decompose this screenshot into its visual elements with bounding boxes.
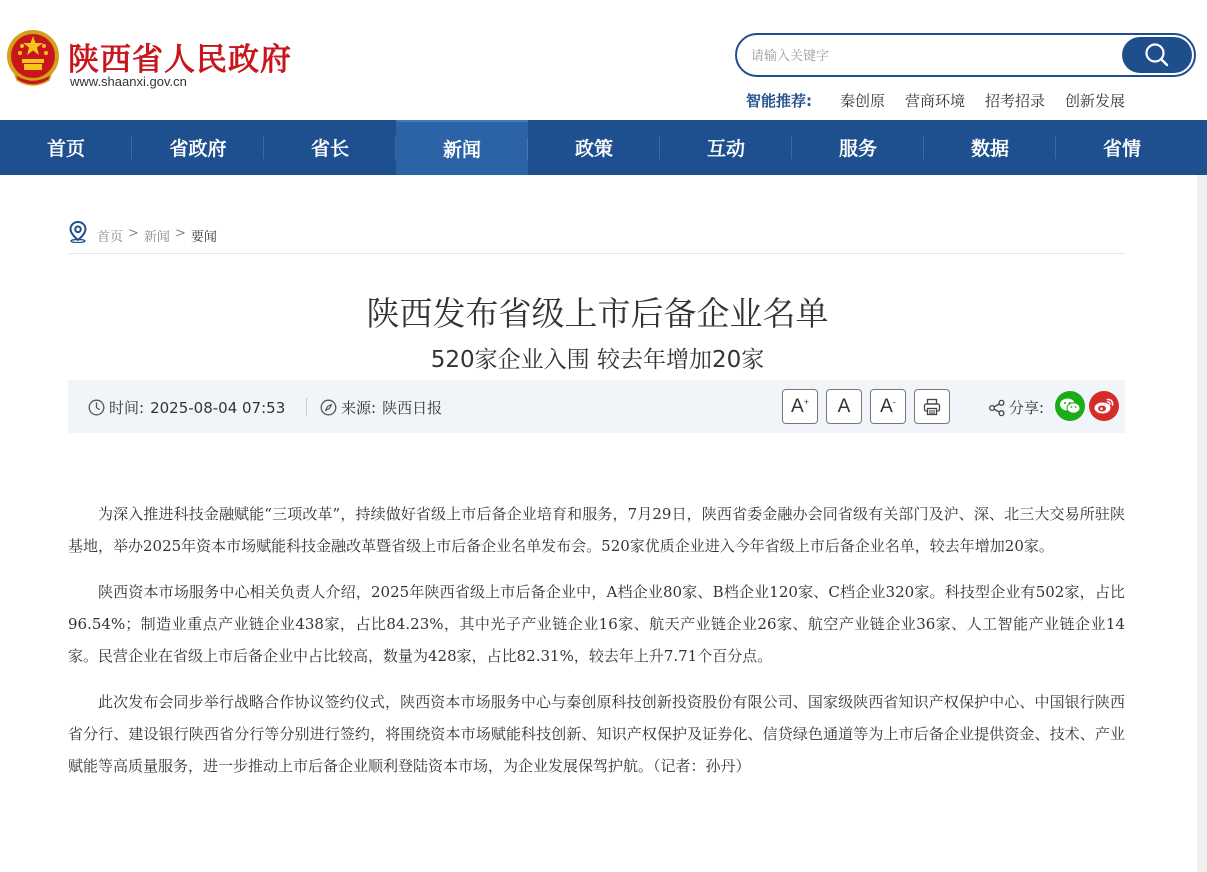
article-subtitle: 520家企业入围 较去年增加20家 xyxy=(430,347,765,373)
time-label: 时间: xyxy=(109,399,145,417)
article-source xyxy=(320,397,442,418)
font-large-mark: + xyxy=(803,396,809,407)
smart-rec-label: 智能推荐: xyxy=(746,92,812,110)
nav-item-governor[interactable]: 省长 xyxy=(264,120,396,175)
print-button[interactable] xyxy=(914,389,950,424)
font-small-label: A xyxy=(880,395,893,417)
share-label: 分享: xyxy=(1009,399,1045,417)
font-size-increase-button[interactable] xyxy=(782,389,818,424)
smart-link-qinchuangyuan[interactable]: 秦创原 xyxy=(840,92,886,110)
printer-icon xyxy=(923,398,941,416)
share-wechat-button[interactable] xyxy=(1055,391,1085,421)
site-name[interactable]: 陕西省人民政府 xyxy=(68,42,292,78)
breadcrumb-separator: > xyxy=(174,226,186,241)
site-url: www.shaanxi.gov.cn xyxy=(70,74,187,89)
nav-item-data[interactable]: 数据 xyxy=(924,120,1056,175)
page-scrollbar[interactable] xyxy=(1197,175,1207,872)
national-emblem-icon[interactable] xyxy=(5,28,61,88)
font-size-normal-button[interactable] xyxy=(826,389,862,424)
font-normal-label: A xyxy=(837,395,851,417)
source-label: 来源: xyxy=(341,399,377,417)
search-icon xyxy=(1144,42,1170,68)
article-info-bar xyxy=(68,380,1125,433)
breadcrumb-separator: > xyxy=(128,226,139,241)
nav-item-policy[interactable]: 政策 xyxy=(528,120,660,175)
clock-icon xyxy=(88,399,105,416)
article-paragraph: 为深入推进科技金融赋能“三项改革”，持续做好省级上市后备企业培育和服务，7月29日，陕西省委金融办会同省级有关部门及沪、深、北三大交易所驻陕基地，举办2025年资本市场赋能科技金融改革暨省级上市后备企业名单发布会。520家优质企业进入今年省级上市后备企业名单，较去年增加20家。 xyxy=(68,505,1125,555)
nav-item-services[interactable]: 服务 xyxy=(792,120,924,175)
font-large-label: A xyxy=(791,395,804,417)
site-header xyxy=(0,0,1207,120)
breadcrumb-current[interactable]: 要闻 xyxy=(190,230,217,245)
nav-item-interaction[interactable]: 互动 xyxy=(660,120,792,175)
smart-link-innovation[interactable]: 创新发展 xyxy=(1065,92,1126,110)
share-section xyxy=(988,397,1044,418)
time-value: 2025-08-04 07:53 xyxy=(150,398,286,417)
article-body xyxy=(68,498,1125,796)
source-value: 陕西日报 xyxy=(382,399,443,417)
breadcrumb xyxy=(68,222,1125,254)
main-nav xyxy=(0,120,1207,175)
article-paragraph: 此次发布会同步举行战略合作协议签约仪式，陕西资本市场服务中心与秦创原科技创新投资股份有限公司、国家级陕西省知识产权保护中心、中国银行陕西省分行、建设银行陕西省分行等分别进行签约，将围绕资本市场赋能科技创新、知识产权保护及证券化、信贷绿色通道等为上市后备企业提供资金、技术、产业赋能等高质量服务，进一步推动上市后备企业顺利登陆资本市场，为企业发展保驾护航。（记者：孙丹） xyxy=(68,693,1125,775)
smart-link-business-environment[interactable]: 营商环境 xyxy=(905,92,966,110)
font-size-decrease-button[interactable] xyxy=(870,389,906,424)
share-weibo-button[interactable] xyxy=(1089,391,1119,421)
compass-icon xyxy=(320,399,337,416)
info-divider xyxy=(306,398,307,416)
nav-item-provincial-government[interactable]: 省政府 xyxy=(132,120,264,175)
location-pin-icon xyxy=(68,221,88,243)
search-button[interactable] xyxy=(1122,37,1192,73)
smart-link-recruitment[interactable]: 招考招录 xyxy=(985,92,1046,110)
nav-item-news[interactable]: 新闻 xyxy=(396,120,528,175)
article-paragraph: 陕西资本市场服务中心相关负责人介绍，2025年陕西省级上市后备企业中，A档企业80家、B档企业120家、C档企业320家。科技型企业有502家，占比96.54%；制造业重点产业链企业438家，占比84.23%，其中光子产业链企业16家、航天产业链企业26家、航空产业链企业36家、人工智能产业链企业14家。民营企业在省级上市后备企业中占比较高，数量为428家，占比82.31%，较去年上升7.71个百分点。 xyxy=(68,583,1125,665)
wechat-icon xyxy=(1059,397,1081,415)
article-title: 陕西发布省级上市后备企业名单 xyxy=(366,294,829,333)
breadcrumb-news[interactable]: 新闻 xyxy=(143,230,170,245)
search-input[interactable] xyxy=(751,45,1111,67)
nav-item-home[interactable]: 首页 xyxy=(0,120,132,175)
publish-time xyxy=(88,397,285,418)
breadcrumb-home[interactable]: 首页 xyxy=(97,230,124,245)
font-small-mark: - xyxy=(892,396,896,407)
search-box xyxy=(735,33,1196,77)
smart-recommendations xyxy=(746,90,1145,111)
share-icon xyxy=(988,399,1006,417)
weibo-icon xyxy=(1093,397,1115,415)
nav-item-province-info[interactable]: 省情 xyxy=(1102,138,1141,160)
